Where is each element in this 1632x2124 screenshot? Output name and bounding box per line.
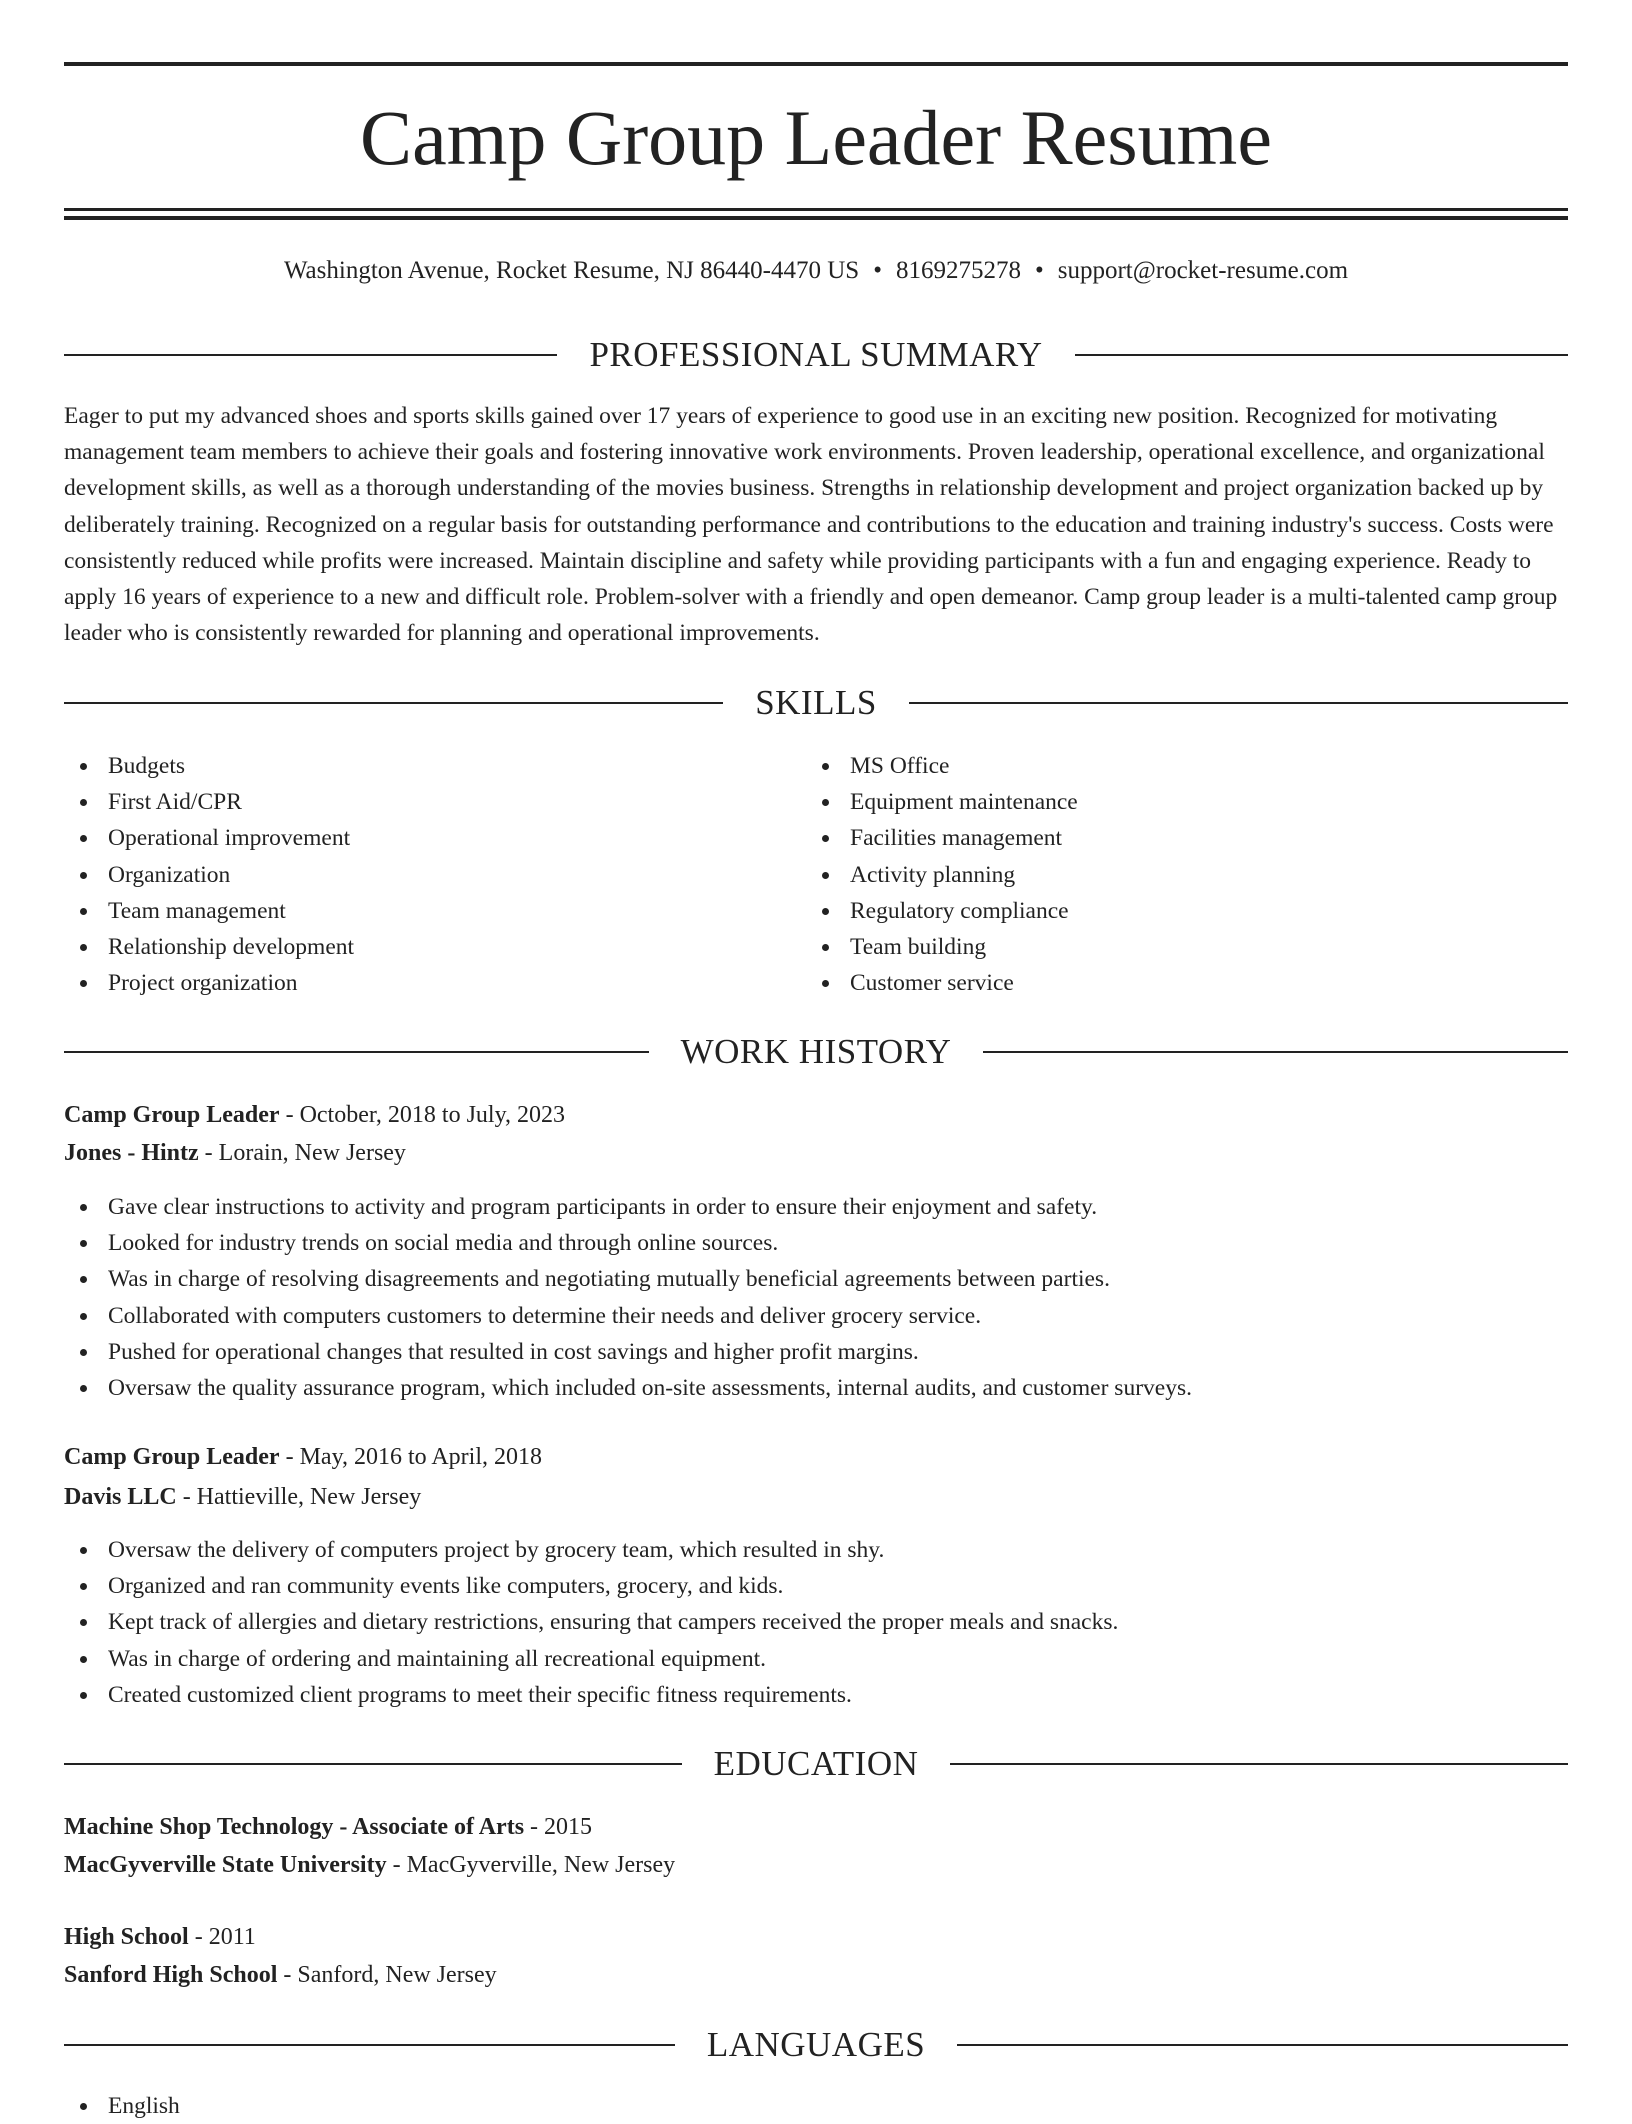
resume-title: Camp Group Leader Resume <box>360 94 1272 181</box>
skills-list-left <box>64 748 804 1001</box>
education-degree: Machine Shop Technology - Associate of Arts <box>64 1814 525 1840</box>
education-degree: High School <box>64 1924 189 1950</box>
job-title: Camp Group Leader <box>64 1444 280 1470</box>
section-rule-right <box>950 1763 1568 1765</box>
skill-item: Project organization <box>64 965 804 1001</box>
skill-item: Regulatory compliance <box>806 893 1546 929</box>
section-heading-languages <box>64 2025 1568 2065</box>
education-school-line <box>64 1847 1568 1883</box>
header-bottom-rule-2 <box>64 216 1568 220</box>
job-location: - Lorain, New Jersey <box>198 1140 406 1166</box>
job-duty: Collaborated with computers customers to determine their needs and deliver grocery service. <box>64 1298 1568 1334</box>
job-title-line <box>64 1097 1568 1133</box>
section-title: WORK HISTORY <box>680 1032 952 1071</box>
section-rule-right <box>983 1051 1568 1053</box>
job-location: - Hattieville, New Jersey <box>176 1484 422 1510</box>
job-duties-list <box>64 1532 1568 1713</box>
languages-list <box>64 2088 1568 2124</box>
section-rule-right <box>957 2044 1568 2046</box>
job-company: Davis LLC <box>64 1484 177 1510</box>
contact-separator: • <box>873 257 882 284</box>
skill-item: MS Office <box>806 748 1546 784</box>
job-duty: Gave clear instructions to activity and program participants in order to ensure their enjoyment and safety. <box>64 1189 1568 1225</box>
skill-item: Activity planning <box>806 857 1546 893</box>
section-rule-left <box>64 2044 675 2046</box>
job-title-line <box>64 1439 1568 1475</box>
skill-item: First Aid/CPR <box>64 784 804 820</box>
section-heading-summary <box>64 335 1568 375</box>
job-title: Camp Group Leader <box>64 1102 280 1128</box>
job-duty: Was in charge of resolving disagreements and negotiating mutually beneficial agreements between parties. <box>64 1261 1568 1297</box>
header-bottom-rule <box>64 208 1568 211</box>
job-duty: Oversaw the quality assurance program, which included on-site assessments, internal audits, and customer surveys. <box>64 1370 1568 1406</box>
job-company-line <box>64 1479 1568 1515</box>
section-rule-left <box>64 702 723 704</box>
language-item: English <box>64 2088 1568 2124</box>
section-rule-left <box>64 1051 649 1053</box>
skill-item: Customer service <box>806 965 1546 1001</box>
summary-paragraph: Eager to put my advanced shoes and sports skills gained over 17 years of experience to good use in an exciting new position. Recognized for motivating management team members to achieve their goals and fostering innovative work environments. Proven leadership, operational excellence, and organizational development skills, as well as a thorough understanding of the movies business. Strengths in relationship development and project organization backed up by deliberately training. Recognized on a regular basis for outstanding performance and contributions to the education and training industry's success. Costs were consistently reduced while profits were increased. Maintain discipline and safety while providing participants with a fun and engaging experience. Ready to apply 16 years of experience to a new and difficult role. Problem-solver with a friendly and open demeanor. Camp group leader is a multi-talented camp group leader who is consistently rewarded for planning and operational improvements. <box>64 403 1558 647</box>
section-rule-right <box>909 702 1568 704</box>
contact-line <box>64 254 1568 288</box>
job-dates: - May, 2016 to April, 2018 <box>279 1444 543 1470</box>
skill-item: Facilities management <box>806 820 1546 856</box>
education-location: - Sanford, New Jersey <box>277 1962 497 1988</box>
skills-list-right <box>806 748 1546 1001</box>
job-company: Jones - Hintz <box>64 1140 199 1166</box>
section-title: PROFESSIONAL SUMMARY <box>589 335 1043 374</box>
section-title: SKILLS <box>755 683 877 722</box>
education-school-line <box>64 1957 1568 1993</box>
job-duty: Created customized client programs to meet their specific fitness requirements. <box>64 1677 1568 1713</box>
education-school: Sanford High School <box>64 1962 278 1988</box>
section-heading-skills <box>64 683 1568 723</box>
contact-phone: 8169275278 <box>895 257 1021 284</box>
skill-item: Operational improvement <box>64 820 804 856</box>
section-heading-work <box>64 1032 1568 1072</box>
contact-email: support@rocket-resume.com <box>1057 257 1349 284</box>
job-dates: - October, 2018 to July, 2023 <box>279 1102 566 1128</box>
section-rule-right <box>1075 354 1568 356</box>
contact-separator: • <box>1034 257 1044 284</box>
skill-item: Relationship development <box>64 929 804 965</box>
skill-item: Team building <box>806 929 1546 965</box>
skill-item: Equipment maintenance <box>806 784 1546 820</box>
job-company-line <box>64 1135 1568 1171</box>
job-duty: Was in charge of ordering and maintaining all recreational equipment. <box>64 1641 1568 1677</box>
job-duties-list <box>64 1189 1568 1406</box>
contact-address: Washington Avenue, Rocket Resume, NJ 86440-4470 US <box>283 257 860 284</box>
section-rule-left <box>64 354 557 356</box>
section-title: EDUCATION <box>713 1744 919 1783</box>
skill-item: Organization <box>64 857 804 893</box>
section-heading-education <box>64 1744 1568 1784</box>
education-degree-line <box>64 1919 1568 1955</box>
job-duty: Oversaw the delivery of computers project by grocery team, which resulted in shy. <box>64 1532 1568 1568</box>
education-location: - MacGyverville, New Jersey <box>386 1852 676 1878</box>
education-year: - 2015 <box>524 1814 593 1840</box>
education-school: MacGyverville State University <box>64 1852 387 1878</box>
job-duty: Kept track of allergies and dietary restrictions, ensuring that campers received the proper meals and snacks. <box>64 1604 1568 1640</box>
section-rule-left <box>64 1763 682 1765</box>
education-year: - 2011 <box>188 1924 256 1950</box>
job-duty: Pushed for operational changes that resulted in cost savings and higher profit margins. <box>64 1334 1568 1370</box>
job-duty: Looked for industry trends on social media and through online sources. <box>64 1225 1568 1261</box>
education-degree-line <box>64 1809 1568 1845</box>
header-top-rule <box>64 62 1568 66</box>
skill-item: Budgets <box>64 748 804 784</box>
section-title: LANGUAGES <box>706 2025 926 2064</box>
skill-item: Team management <box>64 893 804 929</box>
job-duty: Organized and ran community events like computers, grocery, and kids. <box>64 1568 1568 1604</box>
